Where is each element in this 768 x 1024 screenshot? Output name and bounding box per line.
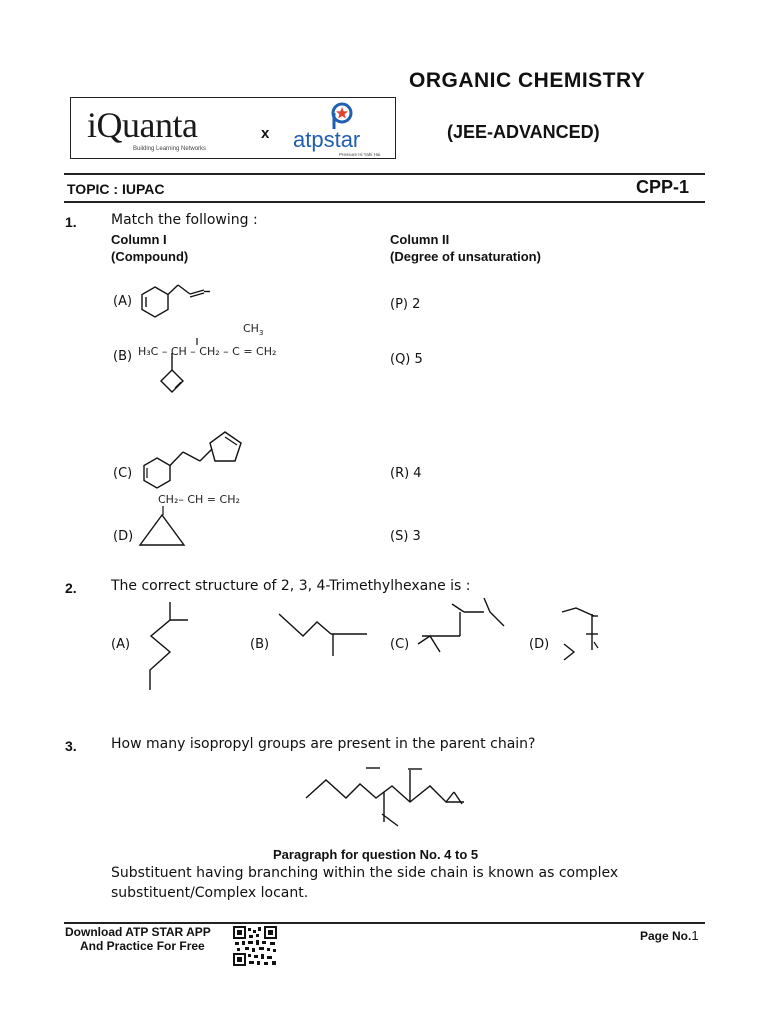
q2-option-d-structure (558, 606, 608, 666)
column-ii-title: Column II (390, 232, 450, 247)
q1-answer-s: (S) 3 (390, 529, 421, 544)
page-subtitle: (JEE-ADVANCED) (447, 122, 600, 142)
q1-number: 1. (65, 214, 77, 230)
q2-option-c-structure (414, 596, 514, 656)
q3-number: 3. (65, 738, 77, 754)
atpstar-logo-text: atpstar (293, 127, 361, 152)
q2-number: 2. (65, 580, 77, 596)
header-top-rule (64, 173, 705, 175)
atpstar-pin-icon (329, 102, 355, 130)
column-i-subtitle: (Compound) (111, 249, 189, 264)
atpstar-tagline: Pressure Hi Yahi Hai (339, 152, 381, 157)
q2-option-b-label: (B) (250, 637, 270, 652)
column-i-title: Column I (111, 232, 167, 247)
q1-option-b-label: (B) (113, 349, 133, 364)
page-title: ORGANIC CHEMISTRY (409, 69, 646, 92)
footer-download-line-1: Download ATP STAR APP (65, 925, 211, 939)
q2-option-a-structure (146, 600, 206, 690)
q1-option-c-label: (C) (113, 466, 133, 481)
ch3-text: CH (243, 322, 259, 335)
q1-option-a-structure (138, 282, 218, 322)
q2-option-d-label: (D) (529, 637, 550, 652)
q1-option-a-label: (A) (113, 294, 133, 309)
ch3-subscript: 3 (258, 329, 264, 338)
brand-banner (70, 97, 396, 159)
q1-option-b-formula: H₃C – CH – CH₂ – C = CH₂ (138, 345, 277, 358)
q1-answer-r: (R) 4 (390, 466, 422, 481)
page-number-value: 1 (691, 928, 699, 943)
cpp-code: CPP-1 (636, 177, 690, 197)
iquanta-logo-text: iQuanta (87, 105, 198, 145)
page-number-prefix: Page No. (640, 929, 692, 943)
page-number-label (640, 928, 699, 943)
q1-option-d-label: (D) (113, 529, 134, 544)
footer-rule (64, 922, 705, 924)
q1-option-d-formula: CH₂– CH = CH₂ (158, 493, 240, 506)
paragraph-line-2: substituent/Complex locant. (111, 885, 309, 901)
topic-label: TOPIC : IUPAC (67, 181, 165, 197)
q1-answer-q: (Q) 5 (390, 352, 423, 367)
q3-prompt: How many isopropyl groups are present in the parent chain? (111, 736, 536, 752)
q1-option-b-structure (155, 337, 215, 401)
q1-option-d-structure (138, 505, 198, 555)
q3-structure (304, 762, 474, 832)
column-ii-subtitle: (Degree of unsaturation) (390, 249, 541, 264)
q2-option-b-structure (275, 610, 375, 660)
iquanta-tagline: Building Learning Networks (133, 146, 207, 152)
paragraph-line-1: Substituent having branching within the side chain is known as complex (111, 865, 619, 881)
q2-option-c-label: (C) (390, 637, 410, 652)
iquanta-logo (87, 104, 197, 146)
q1-option-b-ch3-top (243, 322, 263, 337)
qr-code-icon[interactable] (233, 926, 277, 966)
q1-prompt: Match the following : (111, 212, 258, 228)
footer-download-line-2: And Practice For Free (80, 939, 205, 953)
header-bottom-rule (64, 201, 705, 203)
q1-answer-p: (P) 2 (390, 297, 421, 312)
collab-cross: x (261, 125, 270, 142)
paragraph-heading: Paragraph for question No. 4 to 5 (273, 847, 479, 862)
q2-option-a-label: (A) (111, 637, 131, 652)
q2-prompt: The correct structure of 2, 3, 4-Trimethylhexane is : (111, 578, 471, 594)
q1-option-c-structure (138, 428, 248, 498)
